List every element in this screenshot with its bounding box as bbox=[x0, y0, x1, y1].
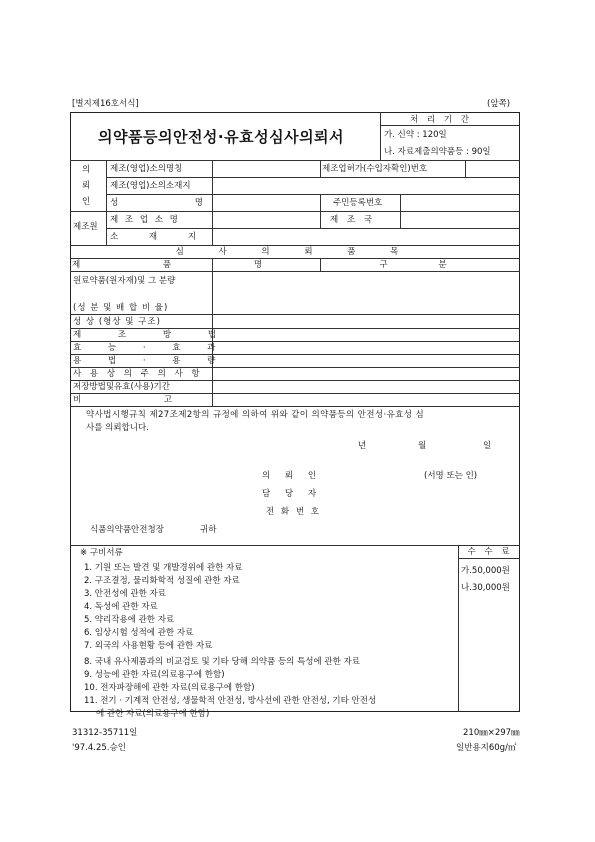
manufacturer-address-label: 소 재 지 bbox=[110, 232, 211, 242]
processing-period-label: 처 리 기 간 bbox=[410, 115, 472, 125]
composition-label: (성 분 및 배 합 비 율) bbox=[73, 303, 169, 313]
fee-label: 수 수 료 bbox=[467, 547, 513, 557]
document-item: 5. 약리작용에 관한 자료 bbox=[84, 615, 175, 625]
document-item: 에 관한 자료(의료용구에 한함) bbox=[96, 709, 210, 719]
fee-new-drug: 가.50,000원 bbox=[461, 566, 510, 576]
requester-label: 의 뢰 인 bbox=[262, 471, 323, 481]
document-item: 6. 임상시험 성적에 관한 자료 bbox=[84, 628, 194, 638]
paper-type: 일반용지60g/㎡ bbox=[456, 743, 517, 753]
company-name-label: 제조(영업)소의명칭 bbox=[110, 164, 183, 174]
document-item: 4. 독성에 관한 자료 bbox=[84, 602, 158, 612]
date-month: 월 bbox=[418, 441, 427, 451]
remarks-label: 비 고 bbox=[73, 395, 213, 405]
manufacturer-country-label: 제 조 국 bbox=[330, 215, 376, 225]
applicant-group-label-1: 의 bbox=[82, 165, 91, 175]
company-address-label: 제조(영업)소의소재지 bbox=[110, 181, 191, 191]
person-in-charge-label: 담 당 자 bbox=[262, 489, 323, 499]
form-code: 31312-35711일 bbox=[72, 728, 138, 738]
document-item: 8. 국내 유사제품과의 비교검토 및 기타 당해 의약품 등의 특성에 관한 자료 bbox=[84, 657, 360, 667]
phone-number-label: 전 화 번 호 bbox=[266, 507, 321, 517]
form-title: 의약품등의안전성·유효성심사의뢰서 bbox=[98, 128, 345, 146]
required-documents-title: ※ 구비서류 bbox=[80, 548, 123, 558]
precautions-label: 사 용 상 의 주 의 사 항 bbox=[73, 369, 203, 379]
dosage-label: 용 법 · 용 량 bbox=[73, 356, 228, 366]
honorific-label: 귀하 bbox=[200, 525, 217, 535]
document-item: 11. 전기 · 기계적 안전성, 생물학적 안전성, 방사선에 관한 안전성, 기타 안전성 bbox=[84, 696, 377, 706]
storage-label: 저장방법및유효(사용)기간 bbox=[73, 382, 170, 392]
document-item: 2. 구조결정, 물리화학적 성질에 관한 자료 bbox=[84, 576, 240, 586]
fee-data-drug: 나.30,000원 bbox=[461, 583, 510, 593]
signature-label: (서명 또는 인) bbox=[424, 471, 478, 481]
document-item: 1. 기원 또는 발견 및 개발경위에 관한 자료 bbox=[84, 563, 243, 573]
page-side-label: (앞쪽) bbox=[487, 99, 511, 109]
document-item: 10. 전자파장해에 관한 자료(의료용구에 한함) bbox=[84, 683, 255, 693]
statement-line-1: 약사법시행규칙 제27조제2항의 규정에 의하여 위와 같이 의약품등의 안전성·유효성 심 bbox=[86, 410, 425, 420]
recipient-label: 식품의약품안전청장 bbox=[90, 525, 164, 535]
processing-period-new-drug: 가. 신약 : 120일 bbox=[384, 130, 447, 140]
properties-label: 성 상 (형상 및 구조) bbox=[73, 317, 161, 327]
license-number-label: 제조업허가(수입자확인)번호 bbox=[322, 164, 428, 174]
document-item: 9. 성능에 관한 자료(의료용구에 한함) bbox=[84, 670, 225, 680]
applicant-group-label-3: 인 bbox=[82, 197, 91, 207]
manufacturer-name-label: 제 조 업 소 명 bbox=[110, 215, 180, 225]
date-year: 년 bbox=[358, 441, 367, 451]
manufacturer-group-label: 제조원 bbox=[73, 222, 98, 232]
efficacy-label: 효 능 · 효 과 bbox=[73, 343, 228, 353]
approval-date: '97.4.25.승인 bbox=[72, 743, 126, 753]
processing-period-data-drug: 나. 자료제출의약품등 : 90일 bbox=[384, 147, 491, 157]
category-label: 구 분 bbox=[379, 260, 471, 270]
date-day: 일 bbox=[483, 441, 492, 451]
applicant-group-label-2: 뢰 bbox=[82, 181, 91, 191]
resident-number-label: 주민등록번호 bbox=[333, 198, 383, 208]
document-item: 7. 외국의 사용현황 등에 관한 자료 bbox=[84, 641, 213, 651]
document-item: 3. 안전성에 관한 자료 bbox=[84, 589, 166, 599]
manufacturing-method-label: 제 조 방 법 bbox=[73, 330, 233, 340]
product-name-label: 제 품 명 bbox=[72, 260, 303, 270]
paper-size: 210㎜×297㎜ bbox=[463, 728, 520, 738]
requested-items-header: 심 사 의 뢰 품 목 bbox=[175, 247, 415, 257]
statement-line-2: 사를 의뢰합니다. bbox=[86, 423, 149, 433]
raw-material-label: 원료약품(원자재)및 그 분량 bbox=[73, 276, 176, 286]
form-number: [별지제16호서식] bbox=[72, 99, 139, 109]
